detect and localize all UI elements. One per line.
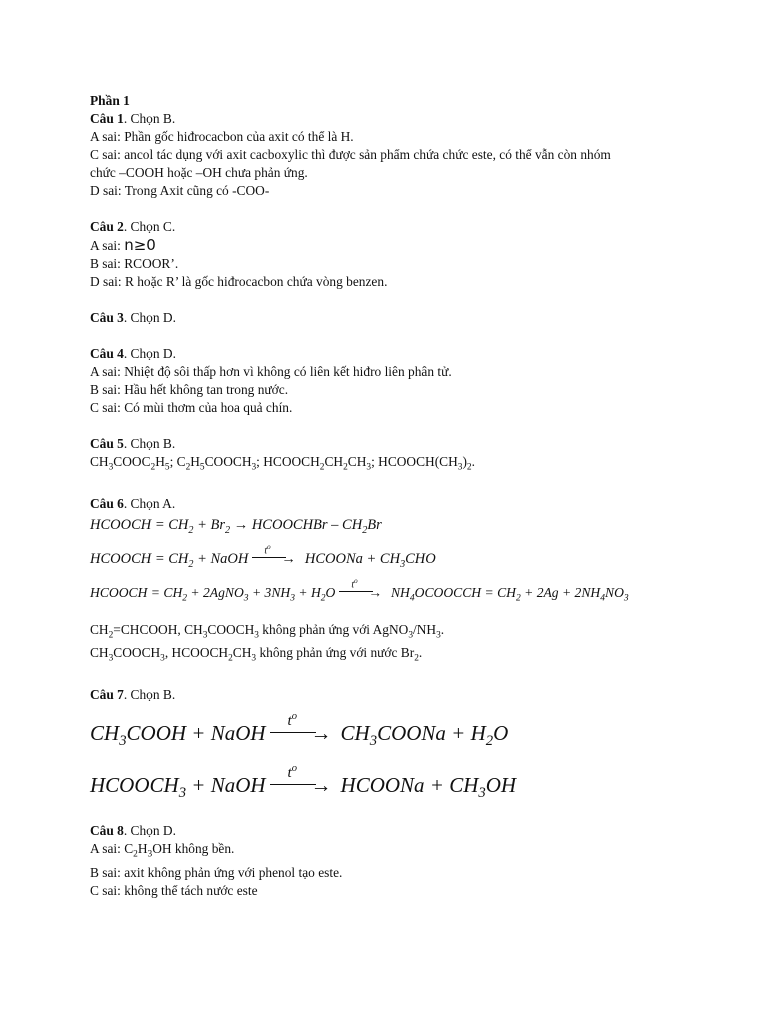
- q8-line: A sai: $C_2H_3OH$ không bền.: [90, 841, 235, 860]
- q3-number: Câu 3: [90, 310, 124, 325]
- q7-answer: . Chọn B.: [123, 687, 176, 703]
- q4-answer: . Chọn D.: [123, 346, 176, 361]
- q2-line: D sai: R hoặc R’ là gốc hiđrocacbon chứa vòng benzen.: [90, 274, 388, 289]
- q1-line: chức –COOH hoặc –OH chưa phản ứng.: [90, 165, 308, 180]
- q6-equation-2: HCOOCH = $CH_2$ + NaOH $t^o$ → HCOONa + $CH_3CHO$: [90, 542, 436, 570]
- q8-header: [90, 822, 710, 840]
- q7-header: [90, 686, 710, 704]
- q7-number: Câu 7: [90, 687, 124, 703]
- q3-header: [90, 309, 710, 327]
- q8-answer: . Chọn D.: [123, 823, 176, 839]
- q1-line: A sai: Phần gốc hiđrocacbon của axit có thể là H.: [90, 129, 354, 144]
- q4-number: Câu 4: [90, 346, 124, 361]
- q2-number: Câu 2: [90, 219, 124, 234]
- q7-equation-1: $CH_3COOH$ + NaOH $t^o$ → $CH_3COONa + H_2O$: [90, 711, 509, 750]
- q8-line: C sai: không thể tách nước este: [90, 882, 258, 898]
- q6-note-1: $CH_2=CHCOOH$, $CH_3COOCH_3$ không phản ứng với $AgNO_3/NH_3$.: [90, 621, 445, 641]
- q3-answer: . Chọn D.: [123, 310, 176, 325]
- q8-number: Câu 8: [90, 823, 124, 839]
- q2-header: [90, 218, 710, 236]
- q1-number: Câu 1: [90, 111, 124, 126]
- q5-formulas: $CH_3COOC_2H_5$; $C_2H_5COOCH_3$; $HCOOCH_2CH_2CH_3$; $HCOOCH(CH_3)_2$.: [90, 454, 475, 473]
- q2-answer: . Chọn C.: [123, 219, 176, 234]
- q6-note-2: $CH_3COOCH_3$, $HCOOCH_2CH_3$ không phản ứng với nước $Br_2$.: [90, 645, 423, 665]
- q1-answer: . Chọn B.: [123, 111, 176, 126]
- q5-number: Câu 5: [90, 436, 124, 451]
- q5-answer: . Chọn B.: [123, 436, 176, 451]
- q2-line: A sai: n≥0: [90, 236, 156, 254]
- q1-line: D sai: Trong Axit cũng có -COO-: [90, 183, 270, 198]
- q6-header: [90, 495, 710, 513]
- q4-header: [90, 345, 710, 363]
- q6-equation-1: HCOOCH = $CH_2 + Br_2$ → HCOOCHBr – $CH_2Br$: [90, 516, 382, 536]
- answer-page: [90, 92, 710, 900]
- q5-header: [90, 435, 710, 453]
- q6-number: Câu 6: [90, 495, 124, 511]
- q2-line: B sai: RCOOR’.: [90, 256, 179, 271]
- q4-line: B sai: Hầu hết không tan trong nước.: [90, 382, 289, 397]
- section-heading: Phần 1: [90, 93, 130, 108]
- q2-math: n≥0: [124, 236, 156, 254]
- q1-header: [90, 110, 710, 128]
- q1-line: C sai: ancol tác dụng với axit cacboxylic thì được sản phẩm chứa chức este, có thể vẫn còn nhóm: [90, 147, 611, 162]
- q6-answer: . Chọn A.: [123, 495, 176, 511]
- q4-line: A sai: Nhiệt độ sôi thấp hơn vì không có liên kết hiđro liên phân tử.: [90, 364, 452, 379]
- q6-equation-3: HCOOCH = $CH_2$ + 2AgNO$_3$ + $3NH_3 + H_2O$ $t^o$ → $NH_4OCOOCCH = CH_2 + 2Ag + 2NH_4NO_3$: [90, 576, 629, 604]
- q4-line: C sai: Có mùi thơm của hoa quả chín.: [90, 400, 293, 415]
- q7-equation-2: $HCOOCH_3$ + NaOH $t^o$ → HCOONa + $CH_3OH$: [90, 763, 517, 802]
- q8-line: B sai: axit không phản ứng với phenol tạo este.: [90, 864, 343, 880]
